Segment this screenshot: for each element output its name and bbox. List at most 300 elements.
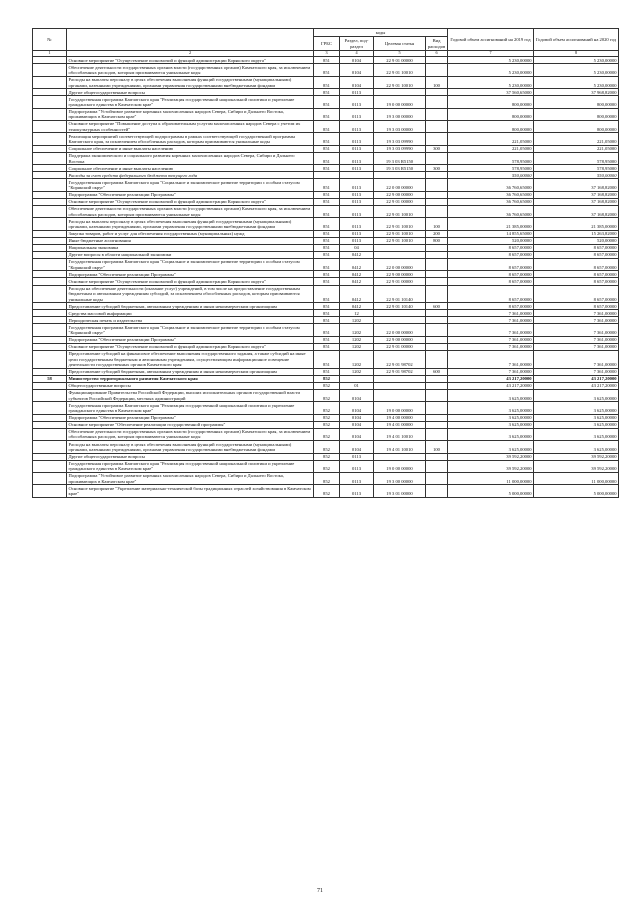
row-grbs-cell: 851 <box>314 285 340 303</box>
row-razdel-cell: 0113 <box>340 145 374 152</box>
row-2019-cell: 3 625,00000 <box>448 389 534 401</box>
row-vr-cell <box>426 108 448 120</box>
row-razdel-cell: 0412 <box>340 303 374 310</box>
row-vr-cell <box>426 191 448 198</box>
col-codes-header: коды <box>314 29 448 37</box>
col-2019-header: Годовой объем ассигнований на 2019 год <box>448 29 534 51</box>
row-number-cell <box>33 441 67 453</box>
row-2019-cell: 3 625,00000 <box>448 421 534 428</box>
row-name-cell: Реализация мероприятий соответствующей подпрограммы в рамках соответствующей государственной программы Камчатского края, за исключением обособленных расходов, которым присваиваются уникальные коды <box>67 133 314 145</box>
page-number: 71 <box>317 888 323 894</box>
index-cell: 8 <box>534 51 619 57</box>
table-row <box>33 285 619 303</box>
row-vr-cell <box>426 278 448 285</box>
row-cs-cell <box>374 317 426 324</box>
row-2020-cell: 39 592,20000 <box>534 453 619 460</box>
row-grbs-cell: 851 <box>314 324 340 336</box>
row-vr-cell <box>426 382 448 389</box>
row-grbs-cell: 851 <box>314 108 340 120</box>
row-2020-cell: 3 625,00000 <box>534 441 619 453</box>
row-vr-cell <box>426 205 448 217</box>
row-name-cell: Основное мероприятие "Осуществление полномочий и функций администрации Корякского округа" <box>67 343 314 350</box>
row-grbs-cell: 851 <box>314 310 340 317</box>
row-2019-cell: 8 657,00000 <box>448 278 534 285</box>
row-name-cell: Подпрограмма "Устойчивое развитие коренных малочисленных народов Севера, Сибири и Дальнего Востока, проживающих в Камчатском крае" <box>67 472 314 484</box>
col-cs-header: Целевая статья <box>374 37 426 51</box>
row-2020-cell: 3 625,00000 <box>534 421 619 428</box>
row-grbs-cell: 851 <box>314 368 340 375</box>
row-2020-cell: 8 657,00000 <box>534 258 619 270</box>
row-cs-cell: 22 9 01 00000 <box>374 343 426 350</box>
row-razdel-cell: 1202 <box>340 324 374 336</box>
row-name-cell: Обеспечение деятельности государственных органов власти (государственных органов) Камчатского края, за исключением обособленных расходов, которым присваиваются уникальные коды <box>67 428 314 440</box>
table-row <box>33 421 619 428</box>
row-2020-cell: 7 361,00000 <box>534 317 619 324</box>
row-name-cell: Подпрограмма "Обеспечение реализации Программы" <box>67 191 314 198</box>
row-number-cell <box>33 64 67 76</box>
row-grbs-cell: 851 <box>314 237 340 244</box>
row-2019-cell: 8 657,00000 <box>448 258 534 270</box>
row-cs-cell: 19 3 03 09990 <box>374 145 426 152</box>
row-2019-cell: 3 625,00000 <box>448 428 534 440</box>
row-razdel-cell: 0113 <box>340 460 374 472</box>
row-2020-cell: 37 168,82000 <box>534 205 619 217</box>
row-2020-cell: 8 657,00000 <box>534 251 619 258</box>
row-2020-cell: 11 000,00000 <box>534 472 619 484</box>
row-vr-cell <box>426 258 448 270</box>
row-grbs-cell: 851 <box>314 251 340 258</box>
table-row <box>33 165 619 172</box>
table-row <box>33 460 619 472</box>
row-2019-cell: 800,00000 <box>448 121 534 133</box>
row-number-cell <box>33 402 67 414</box>
row-vr-cell <box>426 453 448 460</box>
table-row <box>33 179 619 191</box>
row-2020-cell: 800,00000 <box>534 96 619 108</box>
row-number-cell <box>33 244 67 251</box>
row-razdel-cell: 04 <box>340 244 374 251</box>
row-vr-cell <box>426 414 448 421</box>
row-2019-cell: 5 000,00000 <box>448 485 534 497</box>
col-vr-header: Вид расходов <box>426 37 448 51</box>
row-razdel-cell <box>340 172 374 179</box>
row-2019-cell: 800,00000 <box>448 108 534 120</box>
table-row <box>33 303 619 310</box>
row-2019-cell: 43 217,20000 <box>448 375 534 382</box>
row-razdel-cell: 1202 <box>340 336 374 343</box>
row-name-cell: Предоставление субсидий на финансовое обеспечение выполнения государственного задания, а также субсидий на иные цели государственным бюджетным и автономным учреждениям, осуществляющим информационное освещение деятельности государственных органов Камчатского края <box>67 350 314 368</box>
row-razdel-cell: 0104 <box>340 389 374 401</box>
row-2020-cell: 7 361,00000 <box>534 343 619 350</box>
table-row <box>33 133 619 145</box>
row-grbs-cell: 852 <box>314 460 340 472</box>
row-name-cell: Подпрограмма "Обеспечение реализации Программы" <box>67 414 314 421</box>
row-2020-cell: 37 968,82000 <box>534 89 619 96</box>
row-vr-cell: 100 <box>426 441 448 453</box>
row-grbs-cell: 851 <box>314 218 340 230</box>
row-cs-cell: 19 3 00 00000 <box>374 108 426 120</box>
row-vr-cell <box>426 460 448 472</box>
row-name-cell: Основное мероприятие "Осуществление полномочий и функций администрации Корякского округа" <box>67 198 314 205</box>
row-cs-cell: 22 9 01 10010 <box>374 237 426 244</box>
row-vr-cell <box>426 89 448 96</box>
row-razdel-cell: 0113 <box>340 165 374 172</box>
row-vr-cell <box>426 198 448 205</box>
row-cs-cell: 22 9 00 00000 <box>374 191 426 198</box>
table-row <box>33 324 619 336</box>
row-2020-cell: 800,00000 <box>534 108 619 120</box>
row-cs-cell: 22 9 01 10010 <box>374 64 426 76</box>
row-2019-cell: 550,00000 <box>448 172 534 179</box>
row-2019-cell: 37 560,65000 <box>448 89 534 96</box>
row-grbs-cell: 851 <box>314 64 340 76</box>
row-2019-cell: 8 657,00000 <box>448 244 534 251</box>
row-2020-cell: 8 657,00000 <box>534 244 619 251</box>
row-cs-cell: 19 3 03 00000 <box>374 121 426 133</box>
table-row <box>33 414 619 421</box>
row-grbs-cell: 851 <box>314 317 340 324</box>
row-2020-cell: 5 000,00000 <box>534 485 619 497</box>
row-2020-cell: 578,95000 <box>534 152 619 164</box>
row-name-cell: Подпрограмма "Обеспечение реализации Программы" <box>67 336 314 343</box>
row-name-cell: Основное мероприятие "Укрепление материально-технической базы традиционных отраслей хозяйствования в Камчатском крае" <box>67 485 314 497</box>
row-name-cell: Основное мероприятие "Обеспечение реализации государственной программы" <box>67 421 314 428</box>
row-razdel-cell: 0412 <box>340 251 374 258</box>
row-cs-cell: 22 9 01 98702 <box>374 350 426 368</box>
row-grbs-cell: 852 <box>314 453 340 460</box>
row-vr-cell: 800 <box>426 237 448 244</box>
table-row <box>33 428 619 440</box>
row-vr-cell <box>426 64 448 76</box>
row-grbs-cell: 852 <box>314 389 340 401</box>
row-number-cell <box>33 198 67 205</box>
row-number-cell <box>33 303 67 310</box>
row-name-cell: Социальное обеспечение и иные выплаты населению <box>67 145 314 152</box>
row-grbs-cell: 851 <box>314 258 340 270</box>
row-cs-cell: 19 3 03 R5150 <box>374 165 426 172</box>
row-vr-cell <box>426 285 448 303</box>
row-name-cell: Общегосударственные вопросы <box>67 382 314 389</box>
row-2020-cell: 7 361,00000 <box>534 350 619 368</box>
table-row <box>33 310 619 317</box>
row-grbs-cell <box>314 172 340 179</box>
row-vr-cell <box>426 317 448 324</box>
row-vr-cell: 300 <box>426 145 448 152</box>
row-2020-cell: 7 361,00000 <box>534 310 619 317</box>
row-vr-cell <box>426 96 448 108</box>
row-number-cell <box>33 205 67 217</box>
row-number-cell <box>33 237 67 244</box>
col-grbs-header: ГРБС <box>314 37 340 51</box>
row-vr-cell <box>426 57 448 64</box>
row-2019-cell: 578,95000 <box>448 165 534 172</box>
table-row <box>33 258 619 270</box>
row-name-cell: Другие вопросы в области национальной экономики <box>67 251 314 258</box>
row-2019-cell: 8 657,00000 <box>448 271 534 278</box>
row-grbs-cell: 851 <box>314 96 340 108</box>
row-name-cell: Основное мероприятие "Осуществление полномочий и функций администрации Корякского округа" <box>67 57 314 64</box>
row-razdel-cell: 1202 <box>340 368 374 375</box>
row-name-cell: Расходы на обеспечение деятельности (оказание услуг) учреждений, в том числе на предоставление государственным бюджетным и автономным учреждениям субсидий, за исключением обособленных расходов, которым присваиваются уникальные коды <box>67 285 314 303</box>
row-razdel-cell: 0104 <box>340 64 374 76</box>
row-2020-cell: 520,00000 <box>534 237 619 244</box>
table-body <box>33 57 619 497</box>
row-razdel-cell: 0412 <box>340 258 374 270</box>
table-row <box>33 57 619 64</box>
row-number-cell <box>33 472 67 484</box>
table-row <box>33 350 619 368</box>
row-name-cell: Министерство территориального развития Камчатского края <box>67 375 314 382</box>
row-2020-cell: 550,00000 <box>534 172 619 179</box>
row-number-cell <box>33 96 67 108</box>
row-grbs-cell: 851 <box>314 133 340 145</box>
table-row <box>33 441 619 453</box>
row-2019-cell: 36 760,65000 <box>448 191 534 198</box>
col-name-header <box>67 29 314 51</box>
row-number-cell <box>33 285 67 303</box>
row-name-cell: Другие общегосударственные вопросы <box>67 89 314 96</box>
row-number-cell <box>33 350 67 368</box>
row-cs-cell: 19 3 03 R5150 <box>374 152 426 164</box>
row-number-cell <box>33 230 67 237</box>
table-row <box>33 251 619 258</box>
row-2019-cell: 5 230,00000 <box>448 57 534 64</box>
row-cs-cell: 19 4 00 00000 <box>374 414 426 421</box>
table-row <box>33 453 619 460</box>
row-number-cell <box>33 121 67 133</box>
row-razdel-cell: 0412 <box>340 271 374 278</box>
row-name-cell: Расходы на выплаты персоналу в целях обеспечения выполнения функций государственными (муниципальными) органами, казенными учреждениями, органами управления государственными внебюджетными фондами <box>67 76 314 88</box>
row-razdel-cell: 1202 <box>340 350 374 368</box>
row-2020-cell: 37 168,82000 <box>534 179 619 191</box>
row-name-cell: Национальная экономика <box>67 244 314 251</box>
row-razdel-cell: 0113 <box>340 198 374 205</box>
table-row <box>33 145 619 152</box>
row-name-cell: Государственная программа Камчатского края "Социальное и экономическое развитие территории с особым статусом "Корякский округ" <box>67 258 314 270</box>
row-razdel-cell: 0104 <box>340 428 374 440</box>
row-name-cell: Периодическая печать и издательства <box>67 317 314 324</box>
row-2020-cell: 39 592,20000 <box>534 460 619 472</box>
row-grbs-cell: 851 <box>314 343 340 350</box>
table-row <box>33 278 619 285</box>
row-number-cell <box>33 251 67 258</box>
row-razdel-cell: 0113 <box>340 108 374 120</box>
row-grbs-cell: 851 <box>314 198 340 205</box>
table-row <box>33 230 619 237</box>
row-grbs-cell: 851 <box>314 89 340 96</box>
row-grbs-cell: 851 <box>314 152 340 164</box>
row-grbs-cell: 851 <box>314 145 340 152</box>
row-2020-cell: 37 168,82000 <box>534 191 619 198</box>
row-cs-cell: 22 0 00 00000 <box>374 179 426 191</box>
row-vr-cell <box>426 133 448 145</box>
row-razdel-cell: 0113 <box>340 121 374 133</box>
row-number-cell <box>33 382 67 389</box>
row-2019-cell: 14 855,65000 <box>448 230 534 237</box>
row-name-cell: Основное мероприятие "Осуществление полномочий и функций администрации Корякского округа" <box>67 278 314 285</box>
row-2020-cell: 221,05000 <box>534 133 619 145</box>
row-vr-cell <box>426 375 448 382</box>
row-2019-cell: 578,95000 <box>448 152 534 164</box>
row-number-cell <box>33 343 67 350</box>
row-grbs-cell: 851 <box>314 230 340 237</box>
row-2019-cell: 5 230,00000 <box>448 76 534 88</box>
row-2020-cell: 800,00000 <box>534 121 619 133</box>
row-cs-cell: 19 4 01 00000 <box>374 421 426 428</box>
row-number-cell <box>33 310 67 317</box>
row-name-cell: Основное мероприятие "Повышение доступа к образовательным услугам малочисленных народов Севера с учетом их этнокультурных особенностей" <box>67 121 314 133</box>
table-row <box>33 271 619 278</box>
table-row <box>33 205 619 217</box>
row-number-cell <box>33 460 67 472</box>
row-vr-cell <box>426 336 448 343</box>
row-name-cell: Государственная программа Камчатского края "Реализация государственной национальной политики и укрепление гражданского единства в Камчатском крае" <box>67 96 314 108</box>
row-razdel-cell: 0104 <box>340 441 374 453</box>
row-cs-cell <box>374 382 426 389</box>
row-vr-cell: 200 <box>426 230 448 237</box>
row-2019-cell: 7 361,00000 <box>448 343 534 350</box>
table-row <box>33 218 619 230</box>
row-number-cell <box>33 57 67 64</box>
row-grbs-cell: 851 <box>314 271 340 278</box>
row-number-cell <box>33 271 67 278</box>
row-grbs-cell: 852 <box>314 428 340 440</box>
row-2019-cell: 39 592,20000 <box>448 460 534 472</box>
row-2019-cell: 520,00000 <box>448 237 534 244</box>
table-row <box>33 198 619 205</box>
row-2020-cell: 7 361,00000 <box>534 324 619 336</box>
row-2020-cell: 43 217,20000 <box>534 375 619 382</box>
row-cs-cell: 19 0 00 00000 <box>374 96 426 108</box>
row-name-cell: Обеспечение деятельности государственных органов власти (государственных органов) Камчатского края, за исключением обособленных расходов, которым присваиваются уникальные коды <box>67 64 314 76</box>
row-number-cell <box>33 453 67 460</box>
table-row <box>33 121 619 133</box>
table-row <box>33 152 619 164</box>
row-name-cell: Подпрограмма "Обеспечение реализации Программы" <box>67 271 314 278</box>
row-2020-cell: 21 385,00000 <box>534 218 619 230</box>
row-name-cell: Государственная программа Камчатского края "Реализация государственной национальной политики и укрепление гражданского единства в Камчатском крае" <box>67 402 314 414</box>
row-number-cell <box>33 191 67 198</box>
row-razdel-cell: 0113 <box>340 472 374 484</box>
table-row <box>33 472 619 484</box>
row-grbs-cell: 851 <box>314 165 340 172</box>
row-vr-cell: 300 <box>426 165 448 172</box>
row-name-cell: Социальное обеспечение и иные выплаты населению <box>67 165 314 172</box>
row-vr-cell: 100 <box>426 76 448 88</box>
col-2020-header: Годовой объем ассигнований на 2020 год <box>534 29 619 51</box>
row-vr-cell <box>426 389 448 401</box>
table-row <box>33 64 619 76</box>
row-grbs-cell: 851 <box>314 76 340 88</box>
row-number-cell <box>33 421 67 428</box>
row-grbs-cell: 851 <box>314 121 340 133</box>
row-name-cell: Расходы на выплаты персоналу в целях обеспечения выполнения функций государственными (муниципальными) органами, казенными учреждениями, органами управления государственными внебюджетными фондами <box>67 441 314 453</box>
table-row <box>33 76 619 88</box>
row-2019-cell: 7 361,00000 <box>448 350 534 368</box>
row-grbs-cell: 852 <box>314 472 340 484</box>
col-razdel-header: Раздел, под-раздел <box>340 37 374 51</box>
row-razdel-cell: 01 <box>340 382 374 389</box>
table-row <box>33 485 619 497</box>
row-cs-cell: 19 3 00 00000 <box>374 472 426 484</box>
row-razdel-cell: 0412 <box>340 278 374 285</box>
row-razdel-cell: 0113 <box>340 96 374 108</box>
table-row <box>33 172 619 179</box>
index-cell: 1 <box>33 51 67 57</box>
table-row <box>33 191 619 198</box>
row-cs-cell: 22 9 01 00000 <box>374 278 426 285</box>
row-number-cell <box>33 278 67 285</box>
row-vr-cell <box>426 350 448 368</box>
table-row <box>33 343 619 350</box>
row-grbs-cell: 852 <box>314 402 340 414</box>
row-grbs-cell: 851 <box>314 57 340 64</box>
row-name-cell: Расходы на выплаты персоналу в целях обеспечения выполнения функций государственными (муниципальными) органами, казенными учреждениями, органами управления государственными внебюджетными фондами <box>67 218 314 230</box>
row-name-cell: Средства массовой информации <box>67 310 314 317</box>
row-grbs-cell: 851 <box>314 179 340 191</box>
row-2019-cell: 221,05000 <box>448 133 534 145</box>
row-2020-cell: 221,05000 <box>534 145 619 152</box>
row-razdel-cell: 0113 <box>340 205 374 217</box>
row-name-cell: Государственная программа Камчатского края "Реализация государственной национальной политики и укрепление гражданского единства в Камчатском крае" <box>67 460 314 472</box>
row-number-cell <box>33 133 67 145</box>
row-cs-cell: 22 9 01 00000 <box>374 57 426 64</box>
row-vr-cell <box>426 402 448 414</box>
row-grbs-cell: 852 <box>314 421 340 428</box>
index-cell: 2 <box>67 51 314 57</box>
row-cs-cell: 22 9 00 00000 <box>374 271 426 278</box>
row-number-cell <box>33 258 67 270</box>
table-row <box>33 389 619 401</box>
row-2019-cell: 7 361,00000 <box>448 317 534 324</box>
row-2020-cell: 3 625,00000 <box>534 402 619 414</box>
row-2019-cell: 21 385,00000 <box>448 218 534 230</box>
table-row <box>33 368 619 375</box>
row-razdel-cell: 0113 <box>340 237 374 244</box>
row-vr-cell <box>426 244 448 251</box>
row-cs-cell: 19 3 03 09990 <box>374 133 426 145</box>
row-name-cell: Подпрограмма "Устойчивое развитие коренных малочисленных народов Севера, Сибири и Дальнего Востока, проживающих в Камчатском крае" <box>67 108 314 120</box>
row-cs-cell <box>374 89 426 96</box>
row-2019-cell: 36 760,65000 <box>448 205 534 217</box>
table-row <box>33 237 619 244</box>
row-number-cell <box>33 145 67 152</box>
row-razdel-cell: 0104 <box>340 421 374 428</box>
row-grbs-cell: 852 <box>314 375 340 382</box>
row-razdel-cell <box>340 375 374 382</box>
row-2020-cell: 7 361,00000 <box>534 368 619 375</box>
row-cs-cell: 19 0 00 00000 <box>374 460 426 472</box>
row-vr-cell <box>426 421 448 428</box>
table-row <box>33 375 619 382</box>
row-razdel-cell: 0113 <box>340 230 374 237</box>
row-grbs-cell: 851 <box>314 350 340 368</box>
row-cs-cell: 22 9 01 10140 <box>374 303 426 310</box>
row-vr-cell <box>426 121 448 133</box>
row-razdel-cell: 0113 <box>340 191 374 198</box>
index-cell: 5 <box>374 51 426 57</box>
row-number-cell <box>33 172 67 179</box>
row-2019-cell: 800,00000 <box>448 96 534 108</box>
row-cs-cell: 22 9 01 98702 <box>374 368 426 375</box>
row-2019-cell: 3 625,00000 <box>448 414 534 421</box>
row-2020-cell: 5 230,00000 <box>534 57 619 64</box>
row-grbs-cell: 851 <box>314 336 340 343</box>
col-num-header: № <box>33 29 67 51</box>
row-2020-cell: 8 657,00000 <box>534 303 619 310</box>
row-number-cell <box>33 414 67 421</box>
row-vr-cell: 600 <box>426 303 448 310</box>
